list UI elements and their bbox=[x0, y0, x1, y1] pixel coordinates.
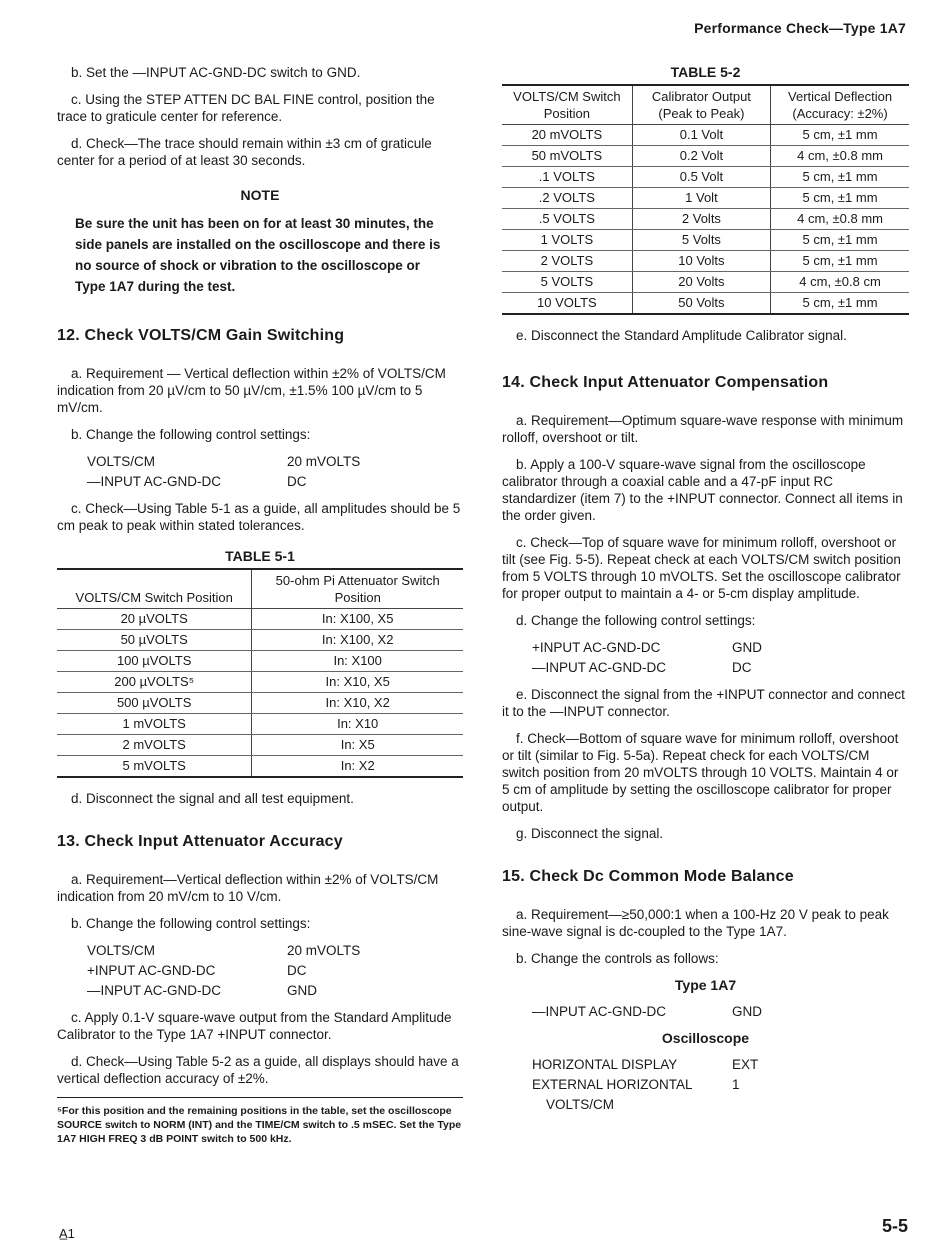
note-body: Be sure the unit has been on for at least 30 minutes, the side panels are installed on the oscilloscope and there is no source of shock or vibration to the oscilloscope or Type 1A7 during the test. bbox=[75, 216, 441, 294]
switch-position-cell: 20 mVOLTS bbox=[502, 125, 632, 146]
left-column bbox=[57, 64, 463, 1146]
table-row bbox=[57, 756, 463, 778]
vertical-deflection-cell: 5 cm, ±1 mm bbox=[771, 230, 909, 251]
s12-step-b: b. Change the following control settings: bbox=[71, 427, 311, 442]
s14-step-f: f. Check—Bottom of square wave for minimum rolloff, overshoot or tilt (similar to Fig. 5-5a). Repeat check for each VOLTS/CM switch position from 20 mVOLTS through 10 VOLTS. Maintain 4 or 5 cm of amplitude by setting the oscilloscope calibrator for proper output. bbox=[502, 731, 899, 814]
switch-position-cell: 20 µVOLTS bbox=[57, 609, 252, 630]
switch-position-cell: 1 VOLTS bbox=[502, 230, 632, 251]
setting-value: EXT bbox=[732, 1057, 759, 1072]
setting-label: VOLTS/CM bbox=[87, 454, 156, 469]
table-row bbox=[57, 672, 463, 693]
vertical-deflection-cell: 4 cm, ±0.8 cm bbox=[771, 272, 909, 293]
section-14-title: 14. Check Input Attenuator Compensation bbox=[502, 374, 829, 391]
attenuator-cell: In: X2 bbox=[340, 758, 375, 773]
switch-position-cell: 10 VOLTS bbox=[502, 293, 632, 315]
s12-step-a: a. Requirement — Vertical deflection within ±2% of VOLTS/CM indication from 20 µV/cm to 50 µV/cm, ±1.5% 100 µV/cm to 5 mV/cm. bbox=[57, 366, 446, 415]
s13-step-d: d. Check—Using Table 5-2 as a guide, all displays should have a vertical deflection accuracy of ±2%. bbox=[57, 1054, 459, 1086]
switch-position-cell: 5 VOLTS bbox=[502, 272, 632, 293]
switch-position-cell: 5 mVOLTS bbox=[57, 756, 252, 778]
setting-value: 1 bbox=[732, 1077, 740, 1092]
switch-position-cell: .2 VOLTS bbox=[502, 188, 632, 209]
table-row bbox=[57, 735, 463, 756]
setting-label: +INPUT AC-GND-DC bbox=[87, 963, 216, 978]
calibrator-output-cell: 20 Volts bbox=[632, 272, 770, 293]
s14-step-b: b. Apply a 100-V square-wave signal from the oscilloscope calibrator through a coaxial cable and a 47-pF input RC standardizer (item 7) to the +INPUT connector. Connect all items in the order given. bbox=[502, 457, 903, 523]
switch-position-cell: 1 mVOLTS bbox=[57, 714, 252, 735]
s15-step-b: b. Change the controls as follows: bbox=[516, 951, 719, 966]
s14-step-c: c. Check—Top of square wave for minimum rolloff, overshoot or tilt (see Fig. 5-5). Repeat check at each VOLTS/CM switch position from 5 VOLTS through 10 mVOLTS. Set the oscilloscope calibrator for proper output to maintain a 4- or 5-cm display amplitude. bbox=[502, 535, 901, 601]
s13-step-b: b. Change the following control settings: bbox=[71, 916, 311, 931]
switch-position-cell: 2 VOLTS bbox=[502, 251, 632, 272]
calibrator-output-cell: 0.5 Volt bbox=[632, 167, 770, 188]
table-row bbox=[502, 209, 909, 230]
vertical-deflection-cell: 5 cm, ±1 mm bbox=[771, 188, 909, 209]
attenuator-cell: In: X100, X2 bbox=[252, 630, 463, 651]
s13-settings bbox=[87, 942, 463, 999]
s15-settings-oscilloscope bbox=[532, 1056, 909, 1113]
attenuator-cell: In: X10, X5 bbox=[252, 672, 463, 693]
publisher-logo: A̲1 bbox=[59, 1226, 75, 1241]
table-row bbox=[57, 630, 463, 651]
setting-label: VOLTS/CM bbox=[546, 1097, 615, 1112]
switch-position-cell: 200 µVOLTS⁵ bbox=[57, 672, 252, 693]
table-row bbox=[57, 714, 463, 735]
attenuator-cell: In: X100 bbox=[252, 651, 463, 672]
table-header: 50-ohm Pi Attenuator Switch Position bbox=[252, 569, 463, 609]
attenuator-cell: In: X10 bbox=[252, 714, 463, 735]
s14-settings bbox=[532, 639, 909, 676]
table-row bbox=[502, 188, 909, 209]
vertical-deflection-cell: 5 cm, ±1 mm bbox=[771, 167, 909, 188]
section-12-title: 12. Check VOLTS/CM Gain Switching bbox=[57, 327, 345, 344]
subhead-type-1a7: Type 1A7 bbox=[674, 977, 737, 993]
s13-step-e: e. Disconnect the Standard Amplitude Calibrator signal. bbox=[516, 328, 847, 343]
switch-position-cell: 50 µVOLTS bbox=[57, 630, 252, 651]
table-row bbox=[502, 125, 909, 146]
vertical-deflection-cell: 5 cm, ±1 mm bbox=[771, 125, 909, 146]
s12-settings bbox=[87, 453, 463, 490]
setting-value: GND bbox=[287, 983, 317, 998]
setting-label: +INPUT AC-GND-DC bbox=[532, 640, 661, 655]
table-row bbox=[57, 609, 463, 630]
table-row bbox=[502, 146, 909, 167]
calibrator-output-cell: 5 Volts bbox=[632, 230, 770, 251]
vertical-deflection-cell: 4 cm, ±0.8 mm bbox=[771, 209, 909, 230]
attenuator-cell: In: X5 bbox=[252, 735, 463, 756]
step-d: d. Check—The trace should remain within ±3 cm of graticule center for a period of at least 30 seconds. bbox=[57, 136, 432, 168]
table-5-2 bbox=[502, 84, 909, 315]
calibrator-output-cell: 0.1 Volt bbox=[632, 125, 770, 146]
setting-label: HORIZONTAL DISPLAY bbox=[532, 1057, 678, 1072]
vertical-deflection-cell: 5 cm, ±1 mm bbox=[771, 251, 909, 272]
table-row bbox=[502, 167, 909, 188]
switch-position-cell: 2 mVOLTS bbox=[57, 735, 252, 756]
table-row bbox=[502, 230, 909, 251]
table-row bbox=[57, 651, 463, 672]
vertical-deflection-cell: 4 cm, ±0.8 mm bbox=[771, 146, 909, 167]
calibrator-output-cell: 50 Volts bbox=[632, 293, 770, 315]
setting-label: EXTERNAL HORIZONTAL bbox=[532, 1077, 693, 1092]
calibrator-output-cell: 2 Volts bbox=[632, 209, 770, 230]
table-header: Vertical Deflection (Accuracy: ±2%) bbox=[771, 85, 909, 125]
table-row bbox=[502, 272, 909, 293]
s14-step-g: g. Disconnect the signal. bbox=[516, 826, 664, 841]
attenuator-cell: In: X100, X5 bbox=[252, 609, 463, 630]
attenuator-cell: In: X10, X2 bbox=[252, 693, 463, 714]
table-5-2-caption: TABLE 5-2 bbox=[670, 64, 741, 80]
subhead-oscilloscope: Oscilloscope bbox=[661, 1030, 750, 1046]
setting-label: —INPUT AC-GND-DC bbox=[532, 660, 667, 675]
s12-step-c: c. Check—Using Table 5-1 as a guide, all amplitudes should be 5 cm peak to peak within stated tolerances. bbox=[57, 501, 461, 533]
setting-value: GND bbox=[732, 1004, 762, 1019]
table-header: VOLTS/CM Switch Position bbox=[502, 85, 632, 125]
setting-value: DC bbox=[732, 660, 752, 675]
setting-label: VOLTS/CM bbox=[87, 943, 156, 958]
switch-position-cell: .1 VOLTS bbox=[502, 167, 632, 188]
table-row bbox=[502, 293, 909, 315]
calibrator-output-cell: 0.2 Volt bbox=[632, 146, 770, 167]
running-header: Performance Check—Type 1A7 bbox=[694, 20, 906, 36]
section-15-title: 15. Check Dc Common Mode Balance bbox=[502, 868, 794, 885]
note-title: NOTE bbox=[240, 187, 280, 203]
setting-value bbox=[732, 1096, 909, 1113]
switch-position-cell: 50 mVOLTS bbox=[502, 146, 632, 167]
switch-position-cell: 100 µVOLTS bbox=[57, 651, 252, 672]
page-number: 5-5 bbox=[881, 1216, 908, 1236]
s14-step-a: a. Requirement—Optimum square-wave response with minimum rolloff, overshoot or tilt. bbox=[502, 413, 904, 445]
s14-step-e: e. Disconnect the signal from the +INPUT connector and connect it to the —INPUT connector. bbox=[502, 687, 905, 719]
table-header: VOLTS/CM Switch Position bbox=[57, 569, 252, 609]
setting-value: 20 mVOLTS bbox=[287, 454, 361, 469]
switch-position-cell: .5 VOLTS bbox=[502, 209, 632, 230]
table-5-1-caption: TABLE 5-1 bbox=[225, 548, 295, 564]
setting-value: GND bbox=[732, 640, 762, 655]
s12-step-d: d. Disconnect the signal and all test equipment. bbox=[71, 791, 354, 806]
vertical-deflection-cell: 5 cm, ±1 mm bbox=[802, 295, 878, 310]
table-row bbox=[57, 693, 463, 714]
setting-value: DC bbox=[287, 474, 307, 489]
step-c: c. Using the STEP ATTEN DC BAL FINE control, position the trace to graticule center for reference. bbox=[57, 92, 435, 124]
section-13-title: 13. Check Input Attenuator Accuracy bbox=[57, 833, 343, 850]
right-column bbox=[502, 60, 909, 1123]
table-5-1 bbox=[57, 568, 463, 778]
footnote: ⁵For this position and the remaining positions in the table, set the oscilloscope SOURCE switch to NORM (INT) and the TIME/CM switch to .5 mSEC. Set the Type 1A7 HIGH FREQ 3 dB POINT switch to 500 kHz. bbox=[57, 1097, 463, 1146]
s15-step-a: a. Requirement—≥50,000:1 when a 100-Hz 20 V peak to peak sine-wave signal is dc-coupled to the Type 1A7. bbox=[502, 907, 889, 939]
setting-value: 20 mVOLTS bbox=[287, 943, 361, 958]
s13-step-a: a. Requirement—Vertical deflection within ±2% of VOLTS/CM indication from 20 mV/cm to 10 V/cm. bbox=[57, 872, 439, 904]
setting-label: —INPUT AC-GND-DC bbox=[532, 1004, 667, 1019]
table-header: Calibrator Output (Peak to Peak) bbox=[632, 85, 770, 125]
setting-label: —INPUT AC-GND-DC bbox=[87, 474, 222, 489]
step-b: b. Set the —INPUT AC-GND-DC switch to GND. bbox=[71, 65, 361, 80]
calibrator-output-cell: 10 Volts bbox=[632, 251, 770, 272]
s14-step-d: d. Change the following control settings: bbox=[516, 613, 756, 628]
setting-label: —INPUT AC-GND-DC bbox=[87, 983, 222, 998]
table-row bbox=[502, 251, 909, 272]
setting-value: DC bbox=[287, 963, 307, 978]
calibrator-output-cell: 1 Volt bbox=[632, 188, 770, 209]
s15-settings-type-1a7 bbox=[532, 1003, 909, 1020]
switch-position-cell: 500 µVOLTS bbox=[57, 693, 252, 714]
s13-step-c: c. Apply 0.1-V square-wave output from the Standard Amplitude Calibrator to the Type 1A7 +INPUT connector. bbox=[57, 1010, 452, 1042]
